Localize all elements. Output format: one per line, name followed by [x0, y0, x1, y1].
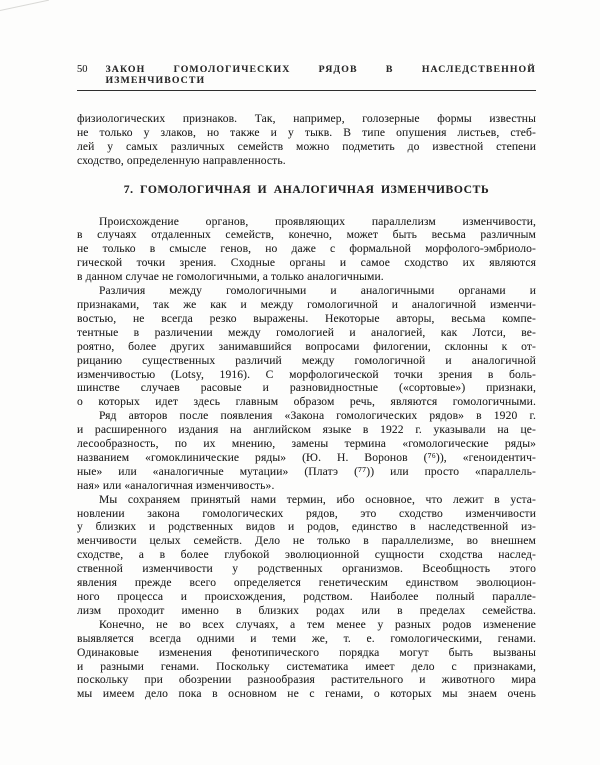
- text-line: Ряд авторов после появления «Закона гомологических рядов» в 1920 г.: [99, 409, 536, 423]
- text-line: мы имеем дело пока в основном не с генами, о которых мы знаем очень: [77, 687, 536, 701]
- page-body: [77, 112, 536, 701]
- text-line: явления прежде всего определяется генетическим единством эволюцион-: [77, 576, 536, 590]
- text-line: и разными генами. Поскольку систематика имеет дело с признаками,: [77, 659, 536, 673]
- text-line: в случаях отдаленных семейств, конечно, может быть весьма различным: [77, 228, 536, 242]
- text-line: о которых идет здесь главным образом речь, являются гомологичными.: [77, 395, 536, 409]
- text-line: ная» или «аналогичная изменчивость».: [77, 478, 275, 492]
- scan-artifact: [0, 0, 49, 11]
- text-line: рицанию существенных различий между гомологичной и аналогичной: [77, 353, 536, 367]
- text-line: Одинаковые изменения фенотипического порядка могут быть вызваны: [77, 645, 536, 659]
- text-line: не только у злаков, но также и у тыкв. В типе опушения листьев, стеб-: [77, 125, 536, 139]
- paragraph: [77, 112, 536, 168]
- text-line: лей у самых различных семейств можно подметить до известной степени: [77, 139, 536, 153]
- paragraph: [77, 409, 536, 492]
- text-line: лесообразность, по их мнению, замены термина «гомологические ряды»: [77, 437, 536, 451]
- running-header: [77, 64, 536, 86]
- post-heading-block: [77, 215, 536, 702]
- text-line: гической точки зрения. Сходные органы и самое сходство их являются: [77, 256, 536, 270]
- header-rule: [77, 90, 536, 91]
- text-line: ственной изменчивости у родственных организмов. Всеобщность этого: [77, 562, 536, 576]
- text-line: Происхождение органов, проявляющих параллелизм изменчивости,: [99, 214, 536, 228]
- text-line: названием «гомоклинические ряды» (Ю. Н. Воронов (⁷⁶)), «геноидентич-: [77, 450, 536, 464]
- text-line: востью, не всегда резко выражены. Некоторые авторы, весьма компе-: [77, 311, 536, 325]
- text-line: ного процесса и происхождения, родством. Наиболее полный паралле-: [77, 590, 536, 603]
- paragraph: [77, 284, 536, 409]
- text-line: физиологических признаков. Так, например, голозерные формы известны: [77, 112, 536, 125]
- text-line: признаками, так же как и между гомологичной и аналогичной изменчи-: [77, 297, 536, 311]
- paragraph: [77, 618, 536, 701]
- section-heading: 7. ГОМОЛОГИЧНАЯ И АНАЛОГИЧНАЯ ИЗМЕНЧИВОСТЬ: [123, 182, 490, 196]
- pre-heading-block: [77, 112, 536, 168]
- text-line: изменчивостью (Lotsy, 1916). С морфологической точки зрения в боль-: [77, 367, 536, 381]
- text-line: выявляется всегда одними и теми же, т. е. гомологическими, генами.: [77, 631, 536, 645]
- page-number: 50: [77, 64, 88, 75]
- text-line: Конечно, не во всех случаях, а тем менее у разных родов изменение: [99, 617, 536, 631]
- text-line: сходстве, а в более глубокой эволюционной сущности сходства наслед-: [77, 548, 536, 562]
- text-line: Мы сохраняем принятый нами термин, ибо основное, что лежит в уста-: [99, 492, 536, 506]
- content-column: [77, 0, 536, 701]
- text-line: новлении закона гомологических рядов, это сходство изменчивости: [77, 506, 536, 520]
- running-title: ЗАКОН ГОМОЛОГИЧЕСКИХ РЯДОВ В НАСЛЕДСТВЕННОЙ ИЗМЕНЧИВОСТИ: [105, 64, 536, 86]
- text-line: поскольку при обозрении разнообразия растительного и животного мира: [77, 673, 536, 687]
- text-line: в данном случае не гомологичными, а только аналогичными.: [77, 270, 384, 284]
- text-line: лизм проходит именно в близких родах или в пределах семейства.: [77, 603, 536, 617]
- text-line: Различия между гомологичными и аналогичными органами и: [99, 284, 536, 298]
- text-line: у близких и родственных видов и родов, единство в наследственной из-: [77, 520, 536, 534]
- paragraph: [77, 215, 536, 285]
- text-line: и расширенного издания на английском языке в 1922 г. указывали на це-: [77, 423, 536, 437]
- text-line: не только в смысле генов, но даже с формальной морфолого-эмбриоло-: [77, 242, 536, 256]
- text-line: ные» или «аналогичные мутации» (Платэ (⁷⁷)) или просто «параллель-: [77, 464, 536, 478]
- text-line: тентные в различении между гомологией и аналогией, как Лотси, ве-: [77, 325, 536, 339]
- text-line: менчивости целых семейств. Дело не только в параллелизме, во внешнем: [77, 534, 536, 548]
- text-line: шинстве случаев расовые и разновидностные («сортовые») признаки,: [77, 381, 536, 395]
- text-line: сходство, определенную направленность.: [77, 153, 286, 167]
- paragraph: [77, 493, 536, 618]
- text-line: роятно, более других занимавшийся вопросами филогении, склонны к от-: [77, 339, 536, 353]
